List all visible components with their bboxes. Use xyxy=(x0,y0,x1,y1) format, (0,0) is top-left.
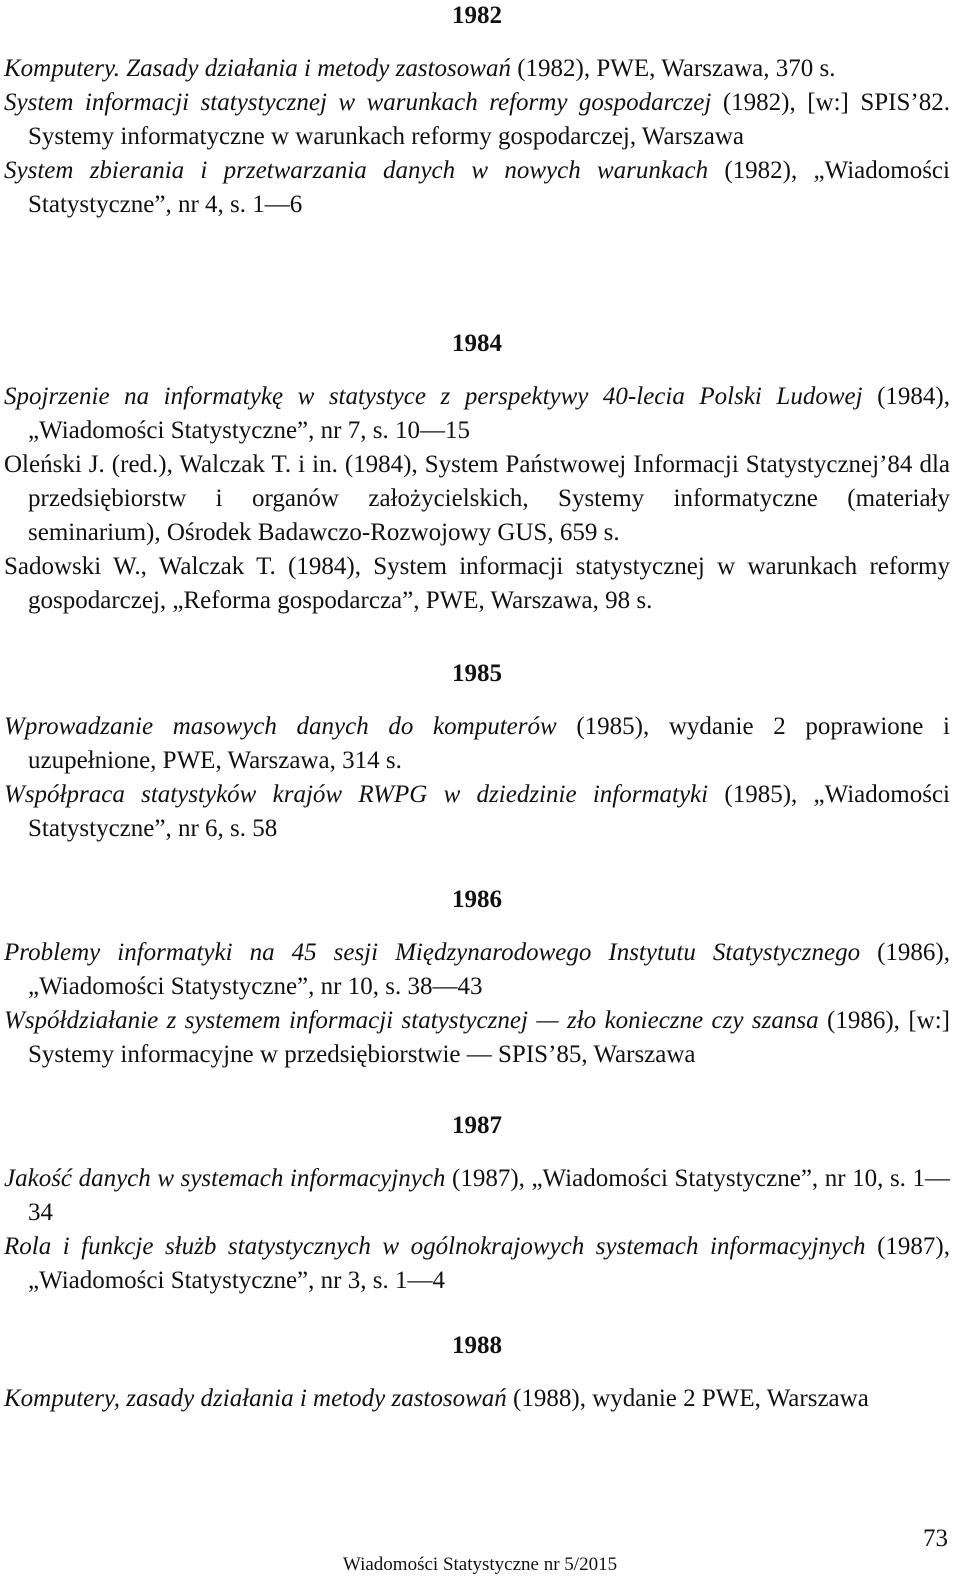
bibliography-entry xyxy=(4,710,950,778)
bibliography-entry xyxy=(4,1004,950,1072)
entry-details: (1987), „Wiadomości Statystyczne”, nr 10, s. 1—34 xyxy=(28,1165,951,1226)
entry-details: (1982), PWE, Warszawa, 370 s. xyxy=(510,55,836,82)
bibliography-entry xyxy=(4,550,950,618)
year-heading: 1986 xyxy=(452,886,502,913)
bibliography-entry xyxy=(4,1162,950,1230)
entry-details: Oleński J. (red.), Walczak T. i in. (1984), System Państwowej Informacji Statystycznej’84 dla przedsiębiorstw i organów założycielskich, Systemy informatyczne (materiały seminarium), Ośrodek Badawczo-Rozwojowy GUS, 659 s. xyxy=(4,451,950,546)
entry-title: Współpraca statystyków krajów RWPG w dziedzinie informatyki xyxy=(4,781,709,808)
entry-details: (1982), „Wiadomości Statystyczne”, nr 4, s. 1—6 xyxy=(28,157,950,218)
section-1982 xyxy=(4,0,950,222)
bibliography-entry xyxy=(4,52,950,86)
entry-details: Sadowski W., Walczak T. (1984), System informacji statystycznej w warunkach reformy gospodarczej, „Reforma gospodarcza”, PWE, Warszawa, 98 s. xyxy=(4,553,950,614)
footer-journal-label: Wiadomości Statystyczne nr 5/2015 xyxy=(342,1554,618,1575)
entry-title: System zbierania i przetwarzania danych w nowych warunkach xyxy=(4,157,709,184)
entry-details: (1987), „Wiadomości Statystyczne”, nr 3, s. 1—4 xyxy=(28,1233,950,1294)
section-1988 xyxy=(4,1330,950,1416)
entry-details: (1982), [w:] SPIS’82. Systemy informatyczne w warunkach reformy gospodarczej, Warszawa xyxy=(28,89,950,150)
entry-title: Współdziałanie z systemem informacji statystycznej — zło konieczne czy szansa xyxy=(4,1007,819,1034)
entry-details: (1985), „Wiadomości Statystyczne”, nr 6, s. 58 xyxy=(28,781,950,842)
bibliography-entry xyxy=(4,1230,950,1298)
entry-title: Spojrzenie na informatykę w statystyce z perspektywy 40-lecia Polski Ludowej xyxy=(4,383,863,410)
section-1984 xyxy=(4,328,950,618)
entry-title: Komputery. Zasady działania i metody zastosowań xyxy=(4,55,511,82)
bibliography-entry xyxy=(4,380,950,448)
year-heading: 1985 xyxy=(452,660,502,687)
section-1987 xyxy=(4,1110,950,1298)
year-heading: 1988 xyxy=(452,1332,502,1359)
entry-details: (1986), [w:] Systemy informacyjne w przedsiębiorstwie — SPIS’85, Warszawa xyxy=(28,1007,950,1068)
section-1985 xyxy=(4,658,950,846)
bibliography-entry xyxy=(4,778,950,846)
section-1986 xyxy=(4,884,950,1072)
entry-title: System informacji statystycznej w warunkach reformy gospodarczej xyxy=(4,89,712,116)
bibliography-entry xyxy=(4,936,950,1004)
year-heading: 1982 xyxy=(452,2,502,29)
year-heading: 1987 xyxy=(452,1112,502,1139)
footer xyxy=(0,1552,960,1578)
entry-title: Problemy informatyki na 45 sesji Międzynarodowego Instytutu Statystycznego xyxy=(4,939,861,966)
entry-details: (1984), „Wiadomości Statystyczne”, nr 7, s. 10—15 xyxy=(28,383,950,444)
page-number: 73 xyxy=(923,1525,948,1552)
bibliography-entry xyxy=(4,154,950,222)
entry-title: Komputery, zasady działania i metody zastosowań xyxy=(4,1385,507,1412)
entry-details: (1988), wydanie 2 PWE, Warszawa xyxy=(506,1385,869,1412)
bibliography-entry xyxy=(4,448,950,550)
entry-title: Rola i funkcje służb statystycznych w ogólnokrajowych systemach informacyjnych xyxy=(4,1233,866,1260)
bibliography-entry xyxy=(4,86,950,154)
entry-title: Jakość danych w systemach informacyjnych xyxy=(4,1165,446,1192)
entry-title: Wprowadzanie masowych danych do komputerów xyxy=(4,713,557,740)
bibliography-entry xyxy=(4,1382,950,1416)
year-heading: 1984 xyxy=(452,330,502,357)
entry-details: (1986), „Wiadomości Statystyczne”, nr 10, s. 38—43 xyxy=(28,939,951,1000)
entry-details: (1985), wydanie 2 poprawione i uzupełnione, PWE, Warszawa, 314 s. xyxy=(28,713,951,774)
